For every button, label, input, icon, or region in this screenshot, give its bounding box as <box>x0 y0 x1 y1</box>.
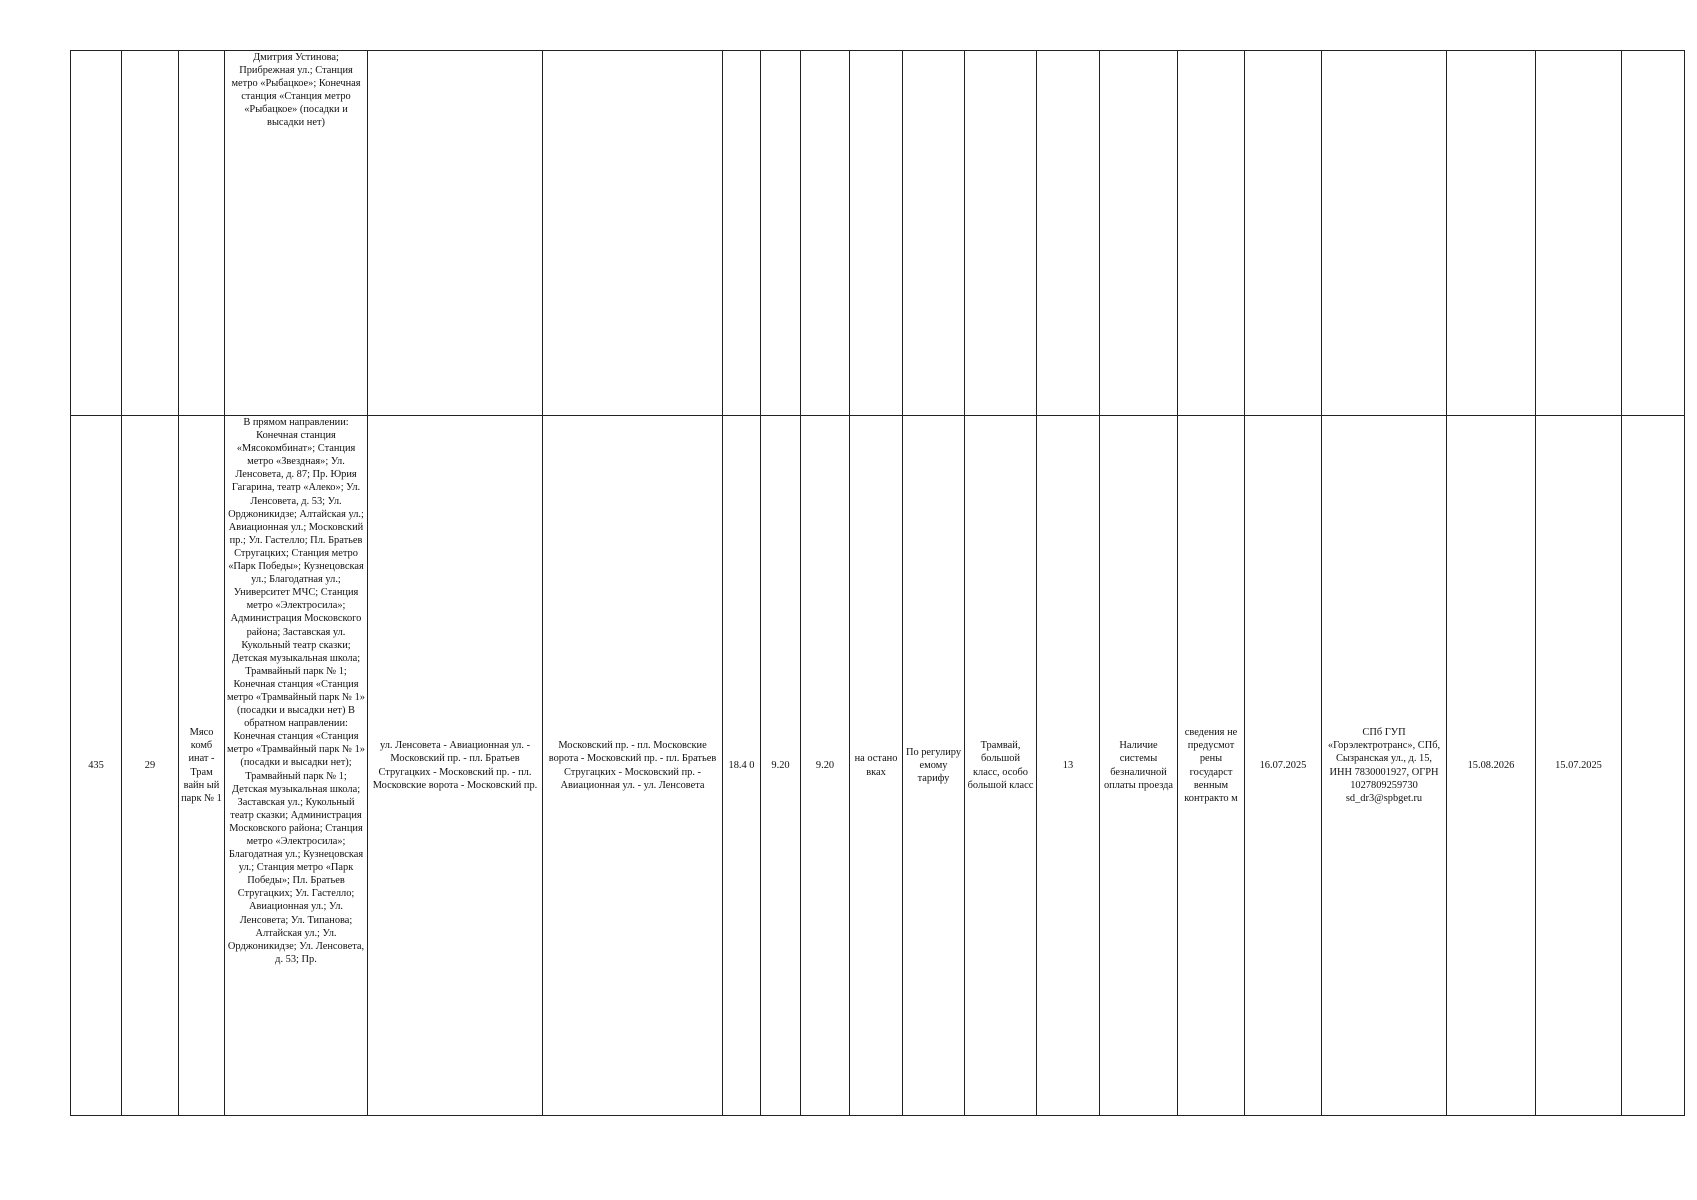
cell-count <box>1037 51 1100 416</box>
cell-num <box>71 51 122 416</box>
cell-count: 13 <box>1037 416 1100 1116</box>
cell-streets-backward: Московский пр. - пл. Московские ворота - Московский пр. - пл. Братьев Стругацких - Московский пр. - Авиационная ул. - ул. Ленсовета <box>543 416 723 1116</box>
cell-route-name <box>179 51 225 416</box>
cell-contract: сведения не предусмот рены государст венным контракто м <box>1178 416 1245 1116</box>
cell-route-no: 29 <box>122 416 179 1116</box>
cell-vehicle <box>965 51 1037 416</box>
cell-contract <box>1178 51 1245 416</box>
cell-date-b <box>1536 51 1622 416</box>
cell-date-start: 16.07.2025 <box>1245 416 1322 1116</box>
cell-last <box>1622 51 1685 416</box>
cell-date-start <box>1245 51 1322 416</box>
cell-date-b: 15.07.2025 <box>1536 416 1622 1116</box>
cell-vehicle: Трамвай, большой класс, особо большой класс <box>965 416 1037 1116</box>
table-row <box>71 51 1685 416</box>
cell-payment: Наличие системы безналичной оплаты проезда <box>1100 416 1178 1116</box>
cell-route-no <box>122 51 179 416</box>
cell-route-name: Мясо комб инат - Трам вайн ый парк № 1 <box>179 416 225 1116</box>
cell-date-a <box>1447 51 1536 416</box>
cell-carrier <box>1322 51 1447 416</box>
cell-v1: 9.20 <box>761 416 801 1116</box>
cell-tariff: По регулиру емому тарифу <box>903 416 965 1116</box>
cell-date-a: 15.08.2026 <box>1447 416 1536 1116</box>
cell-streets-forward: ул. Ленсовета - Авиационная ул. - Московский пр. - пл. Братьев Стругацких - Московский пр. - пл. Московские ворота - Московский пр. <box>368 416 543 1116</box>
cell-stop-mode <box>850 51 903 416</box>
cell-payment <box>1100 51 1178 416</box>
cell-v2 <box>801 51 850 416</box>
cell-length: 18.4 0 <box>723 416 761 1116</box>
cell-streets-backward <box>543 51 723 416</box>
cell-tariff <box>903 51 965 416</box>
cell-length <box>723 51 761 416</box>
cell-stops: Дмитрия Устинова; Прибрежная ул.; Станция метро «Рыбацкое»; Конечная станция «Станция метро «Рыбацкое» (посадки и высадки нет) <box>225 51 368 416</box>
table-row <box>71 416 1685 1116</box>
routes-table <box>70 50 1685 1116</box>
cell-v1 <box>761 51 801 416</box>
cell-carrier: СПб ГУП «Горэлектротранс», СПб, Сызранская ул., д. 15, ИНН 7830001927, ОГРН 1027809259730 sd_dr3@spbget.ru <box>1322 416 1447 1116</box>
cell-stops: В прямом направлении: Конечная станция «Мясокомбинат»; Станция метро «Звездная»; Ул. Ленсовета, д. 87; Пр. Юрия Гагарина, театр «Алеко»; Ул. Ленсовета, д. 53; Ул. Орджоникидзе; Алтайская ул.; Авиационная ул.; Московский пр.; Ул. Гастелло; Пл. Братьев Стругацких; Станция метро «Парк Победы»; Кузнецовская ул.; Благодатная ул.; Университет МЧС; Станция метро «Электросила»; Администрация Московского района; Заставская ул. Кукольный театр сказки; Детская музыкальная школа; Трамвайный парк № 1; Конечная станция «Станция метро «Трамвайный парк № 1» (посадки и высадки нет) В обратном направлении: Конечная станция «Станция метро «Трамвайный парк № 1» (посадки и высадки нет); Трамвайный парк № 1; Детская музыкальная школа; Заставская ул.; Кукольный театр сказки; Администрация Московского района; Станция метро «Электросила»; Благодатная ул.; Кузнецовская ул.; Станция метро «Парк Победы»; Пл. Братьев Стругацких; Ул. Гастелло; Авиационная ул.; Ул. Ленсовета; Ул. Типанова; Алтайская ул.; Ул. Орджоникидзе; Ул. Ленсовета, д. 53; Пр. <box>225 416 368 1116</box>
cell-streets-forward <box>368 51 543 416</box>
cell-last <box>1622 416 1685 1116</box>
cell-stop-mode: на остано вках <box>850 416 903 1116</box>
cell-v2: 9.20 <box>801 416 850 1116</box>
cell-num: 435 <box>71 416 122 1116</box>
